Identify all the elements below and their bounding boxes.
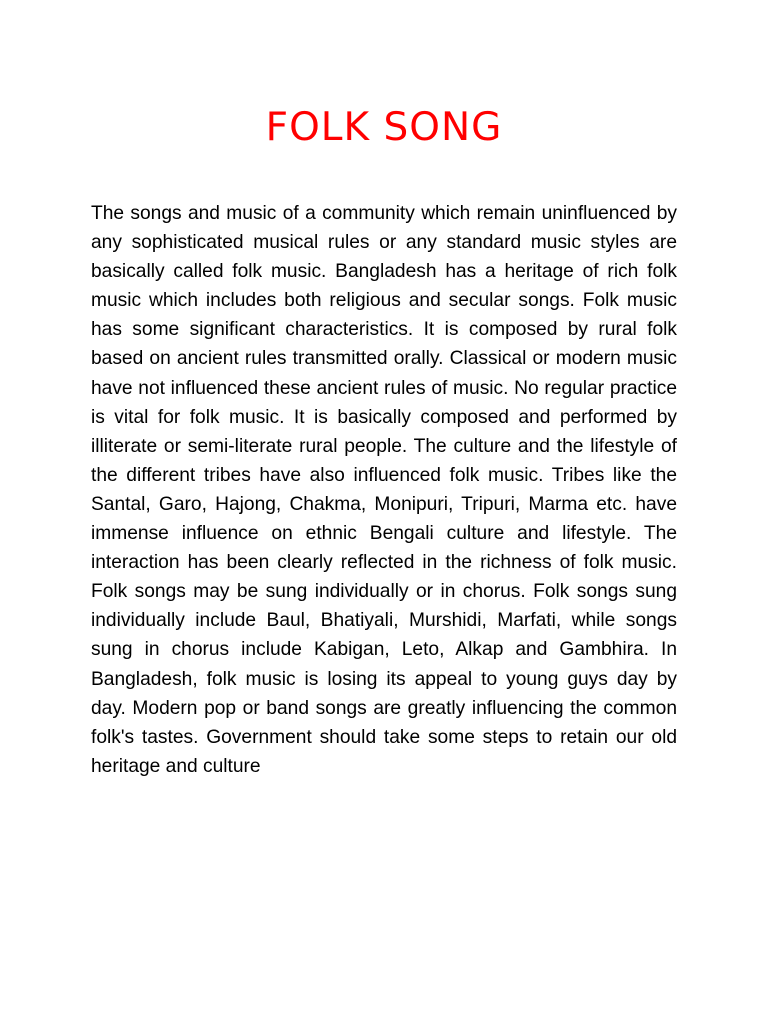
document-title: FOLK SONG (265, 105, 503, 150)
body-paragraph: The songs and music of a community which remain uninfluenced by any sophisticated musical rules or any standard music styles are basically called folk music. Bangladesh has a heritage of rich folk music which includes both religious and secular songs. Folk music has some significant characteristics. It is composed by rural folk based on ancient rules transmitted orally. Classical or modern music have not influenced these ancient rules of music. No regular practice is vital for folk music. It is basically composed and performed by illiterate or semi-literate rural people. The culture and the lifestyle of the different tribes have also influenced folk music. Tribes like the Santal, Garo, Hajong, Chakma, Monipuri, Tripuri, Marma etc. have immense influence on ethnic Bengali culture and lifestyle. The interaction has been clearly reflected in the richness of folk music. Folk songs may be sung individually or in chorus. Folk songs sung individually include Baul, Bhatiyali, Murshidi, Marfati, while songs sung in chorus include Kabigan, Leto, Alkap and Gambhira. In Bangladesh, folk music is losing its appeal to young guys day by day. Modern pop or band songs are greatly influencing the common folk's tastes. Government should take some steps to retain our old heritage and culture (91, 203, 677, 777)
